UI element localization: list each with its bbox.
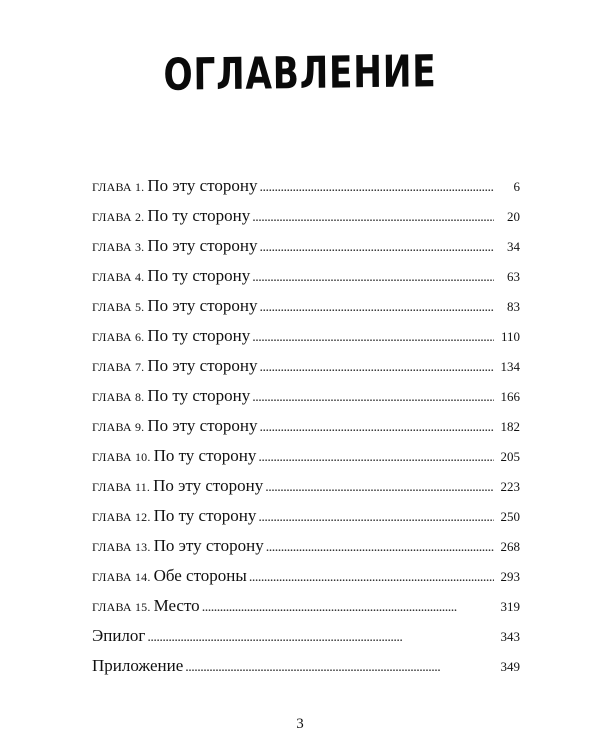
chapter-label: ГЛАВА 6. bbox=[92, 330, 145, 344]
chapter-page-number: 34 bbox=[507, 239, 520, 254]
chapter-title: По эту сторону bbox=[147, 176, 258, 195]
toc-row-chapter-1[interactable] bbox=[92, 176, 520, 206]
dot-leader bbox=[260, 240, 495, 256]
chapter-page-number: 134 bbox=[500, 359, 520, 374]
chapter-title: По эту сторону bbox=[147, 296, 258, 315]
chapter-page-number: 205 bbox=[500, 449, 520, 464]
chapter-label: ГЛАВА 14. bbox=[92, 570, 151, 584]
chapter-label: ГЛАВА 10. bbox=[92, 450, 151, 464]
toc-row-chapter-3[interactable] bbox=[92, 236, 520, 266]
page-number: 3 bbox=[296, 716, 304, 732]
chapter-title: По ту сторону bbox=[147, 386, 251, 405]
chapter-title: По эту сторону bbox=[153, 476, 264, 495]
chapter-label: ГЛАВА 5. bbox=[92, 300, 145, 314]
chapter-title: По ту сторону bbox=[153, 506, 257, 525]
chapter-label: ГЛАВА 4. bbox=[92, 270, 145, 284]
dot-leader bbox=[260, 180, 495, 196]
chapter-label: ГЛАВА 9. bbox=[92, 420, 145, 434]
chapter-page-number: 293 bbox=[500, 569, 520, 584]
chapter-page-number: 319 bbox=[500, 599, 520, 614]
dot-leader bbox=[252, 270, 494, 286]
chapter-label: ГЛАВА 2. bbox=[92, 210, 145, 224]
dot-leader bbox=[260, 360, 495, 376]
toc-row-chapter-8[interactable] bbox=[92, 386, 520, 416]
dot-leader bbox=[260, 420, 495, 436]
toc-row-chapter-11[interactable] bbox=[92, 476, 520, 506]
epilogue-title: Эпилог bbox=[92, 626, 146, 645]
chapter-title: По эту сторону bbox=[153, 536, 264, 555]
chapter-label: ГЛАВА 8. bbox=[92, 390, 145, 404]
chapter-label: ГЛАВА 3. bbox=[92, 240, 145, 254]
toc-row-chapter-10[interactable] bbox=[92, 446, 520, 476]
toc-row-chapter-6[interactable] bbox=[92, 326, 520, 356]
chapter-label: ГЛАВА 13. bbox=[92, 540, 151, 554]
chapter-page-number: 223 bbox=[500, 479, 520, 494]
dot-leader bbox=[202, 600, 494, 616]
dot-leader bbox=[260, 300, 495, 316]
chapter-title: По эту сторону bbox=[147, 236, 258, 255]
chapter-label: ГЛАВА 15. bbox=[92, 600, 151, 614]
chapter-title: По эту сторону bbox=[147, 416, 258, 435]
chapter-page-number: 166 bbox=[500, 389, 520, 404]
chapter-title: По ту сторону bbox=[147, 206, 251, 225]
dot-leader bbox=[258, 450, 494, 466]
chapter-page-number: 6 bbox=[513, 179, 520, 194]
toc-row-epilogue[interactable] bbox=[92, 626, 520, 656]
toc-row-chapter-4[interactable] bbox=[92, 266, 520, 296]
chapter-page-number: 20 bbox=[507, 209, 520, 224]
dot-leader bbox=[147, 630, 494, 646]
toc-row-chapter-9[interactable] bbox=[92, 416, 520, 446]
epilogue-page-number: 343 bbox=[500, 629, 520, 644]
toc-row-chapter-7[interactable] bbox=[92, 356, 520, 386]
chapter-page-number: 110 bbox=[500, 329, 520, 344]
chapter-title: Место bbox=[153, 596, 200, 615]
chapter-page-number: 250 bbox=[500, 509, 520, 524]
chapter-page-number: 268 bbox=[500, 539, 520, 554]
dot-leader bbox=[252, 390, 494, 406]
dot-leader bbox=[185, 660, 494, 676]
dot-leader bbox=[265, 480, 494, 496]
toc-row-appendix[interactable] bbox=[92, 656, 520, 686]
chapter-title: По эту сторону bbox=[147, 356, 258, 375]
chapter-label: ГЛАВА 7. bbox=[92, 360, 145, 374]
toc-row-chapter-5[interactable] bbox=[92, 296, 520, 326]
appendix-page-number: 349 bbox=[500, 659, 520, 674]
chapter-page-number: 63 bbox=[507, 269, 520, 284]
chapter-page-number: 182 bbox=[500, 419, 520, 434]
chapter-label: ГЛАВА 11. bbox=[92, 480, 151, 494]
toc-row-chapter-12[interactable] bbox=[92, 506, 520, 536]
table-of-contents bbox=[92, 176, 520, 686]
dot-leader bbox=[252, 210, 494, 226]
chapter-title: По ту сторону bbox=[153, 446, 257, 465]
toc-row-chapter-15[interactable] bbox=[92, 596, 520, 626]
page-title: ОГЛАВЛЕНИЕ bbox=[163, 46, 437, 101]
toc-row-chapter-14[interactable] bbox=[92, 566, 520, 596]
dot-leader bbox=[266, 540, 494, 556]
toc-row-chapter-13[interactable] bbox=[92, 536, 520, 566]
appendix-title: Приложение bbox=[92, 656, 184, 675]
chapter-title: По ту сторону bbox=[147, 266, 251, 285]
chapter-page-number: 83 bbox=[507, 299, 520, 314]
chapter-label: ГЛАВА 12. bbox=[92, 510, 151, 524]
dot-leader bbox=[252, 330, 494, 346]
toc-row-chapter-2[interactable] bbox=[92, 206, 520, 236]
chapter-title: Обе стороны bbox=[153, 566, 247, 585]
chapter-title: По ту сторону bbox=[147, 326, 251, 345]
dot-leader bbox=[249, 570, 494, 586]
dot-leader bbox=[258, 510, 494, 526]
chapter-label: ГЛАВА 1. bbox=[92, 180, 145, 194]
